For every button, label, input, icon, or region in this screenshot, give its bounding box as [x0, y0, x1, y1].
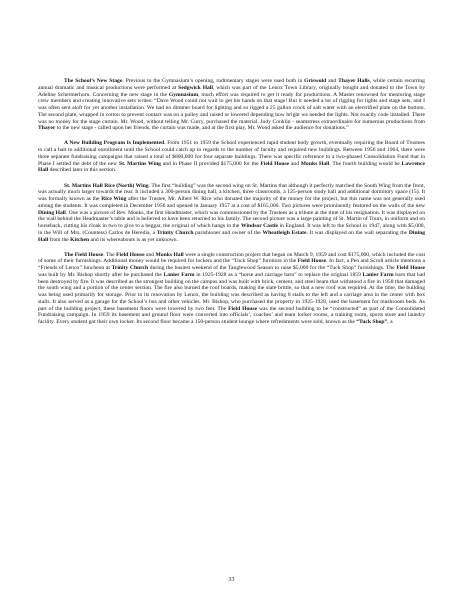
bold-term: Lanier Farm [163, 271, 195, 278]
document-body [38, 78, 425, 326]
paragraph-new-stage: The School’s New Stage. Previous to the Gymnasium’s opening, rudimentary stages were used both in Griswold and Thayer Halls, while certain recurring annual dramatic and musical productions were performed at Sedgwick Hall, which was part of the Lenox Town Library, originally bought and donated to the Town by Adeline Schermerhorn. Concerning the new stage in the Gymnasium, much effort was required to get it ready for productions. A Master renowned for mentoring stage crew members and creating innovative sets writes: “Dave Wood could not wait to get his hands on that stage! But it needed a lot of rigging for lights and stage sets, and I was often sent aloft for yet another installation. We had no dimmer board for lighting and so rigged a 25 gallon crock of salt water with an electrified plate on the bottom. The second plate, wrapped in cotton to prevent contact was on a pulley and raised or lowered depending how bright we needed the lights. Not exactly code installed. There was no money for the stage curtain. Mr. Wood, without telling Mr. Curry, purchased the material. Judy Conklin - seamstress extraordinaire for numerous productions from Thayer to the new stage - called upon her friends, the curtain was made, and at the first play, Mr. Wood asked the audience for donations.” [38, 78, 425, 132]
paragraph-field-house: The Field House. The Field House and Monks Hall were a single construction project that began on March 9, 1959 and cost $175,000, which included the cost of some of their furnishings. Additional money would be required for lockers and the “Tuck Shop” furniture in the Field House. In fact, a Pen and Scroll article mentions a “Friends of Lenox” luncheon at Trinity Church during the busiest weekend of the Tanglewood Season to raise $5,000 for the “Tuck Shop” furnishings. The Field House was built by Mr. Bishop shortly after he purchased the Lanier Farm in 1925-1928 as a “horse and carriage barn” to replace the original 1859 Lanier Farm barn that had been destroyed by fire. It was described as the strongest building on the campus and was built with brick, cement, and steel beam that withstood a fire in 1958 that damaged the south wing and a portion of the center section. The fire also burned the roof boards, making the slate brittle, so that a new roof was required. At the time, the building was being used primarily for storage. Prior to its renovation by Lenox, the building was described as having 8 stalls to the left and a carriage area in the center with box stalls. It also served as a garage for the School’s bus and other vehicles. Mr. Bishop, who purchased the property in 1925-1928, used the basement for mushroom beds. As part of the building project, these basement floors were lowered by two feet. The Field House was the second building to be “constructed” as part of the Consolidated Fundraising campaign. In 1959 its basement and ground floor were converted into officials’, coaches’ and team locker rooms, a training room, sports store and laundry facility. Every student got their own locker. Its second floor became a 150-person student lounge where refreshments were sold, known as the “Tuck Shop”, a [38, 251, 426, 326]
bold-term: Dining Hall [38, 209, 66, 216]
bold-term: Windsor Castle [240, 223, 279, 230]
bold-term: Field House [116, 251, 145, 258]
bold-term: Dining Hall [38, 229, 426, 243]
bold-term: The School’s New Stage [64, 78, 123, 84]
paragraph-rice-wing: St. Martins Hall Rice (North) Wing. The first “building” was the second wing on St. Martins that although it perfectly matched the South Wing from the front, was actually much larger towards the rear. It included a 300-person dining hall, a kitchen, three classrooms, a 125-person study hall and additional dormitory space (15). It was formally known as the Rice Wing after the Trustee, Mr. Albert W. Rice who donated the majority of the money for the project, but this name was not generally used among the students. It was completed in December 1956 and opened in January 1957 at a cost of $165,000. Two pictures were prominently featured on the walls of the new Dining Hall. One was a picture of Rev. Monks, the first Headmaster, which was commissioned by the Trustees as a tribute at the time of his resignation. It was displayed on the wall behind the Headmaster’s table and is believed to have been returned to his family. The second picture was a large painting of St. Martin of Tours, in uniform and on horseback, cutting his cloak in two to give to a beggar, the original of which hangs in the Windsor Castle in England. It was left to the School in 1947, along with $5,000, in the Will of Mrs. (Countess) Carlos de Heredia, a Trinity Church parishioner and owner of the Wheatleigh Estate. It was displayed on the wall separating the Dining Hall from the Kitchen and its whereabouts is as yet unknown. [38, 182, 426, 243]
bold-term: Thayer Halls [338, 78, 370, 84]
bold-term: A New Building Program Is Implemented [64, 140, 165, 147]
bold-term: Monks Hall [300, 160, 330, 167]
bold-term: The Field House [64, 251, 104, 258]
bold-term: Kitchen [70, 236, 90, 243]
bold-term: Field House [228, 305, 258, 312]
bold-term: Field House [260, 160, 290, 167]
bold-term: St. Martins Hall Rice (North) Wing [64, 182, 149, 189]
bold-term: “Tuck Shop” [356, 319, 388, 326]
bold-term: Wheatleigh Estate [262, 229, 307, 236]
bold-term: Lawrence Hall [38, 160, 426, 174]
bold-term: Thayer [38, 125, 56, 132]
paragraph-building-program: A New Building Program Is Implemented. From 1951 to 1959 the School experienced rapid student body growth, eventually requiring the Board of Trustees to call a halt to additional enrollment until the School could catch up in regards to the number of faculty and required new buildings. Between 1956 and 1964, there were three separate fundraising campaigns that raised a total of $800,000 for four separate buildings. There was specific reference to a two-phased Consolidation Fund that in Phase I settled the debt of the new St. Martins Wing and in Phase II provided $175,000 for the Field House and Monks Hall. The fourth building would be Lawrence Hall described later in this section. [38, 140, 426, 174]
bold-term: Trinity Church [156, 229, 194, 236]
bold-term: Sedgwick Hall [178, 84, 213, 91]
bold-term: Lanier Farm [362, 271, 394, 278]
bold-term: Rice Wing [101, 196, 127, 203]
bold-term: Griswold [304, 78, 327, 84]
bold-term: Trinity Church [111, 265, 149, 272]
bold-term: Field House [297, 258, 327, 265]
bold-term: Monks Hall [155, 251, 184, 258]
bold-term: Field House [396, 265, 426, 272]
page-number: 33 [228, 577, 235, 583]
bold-term: St. Martins Wing [118, 160, 161, 167]
bold-term: Gymnasium [168, 91, 199, 98]
